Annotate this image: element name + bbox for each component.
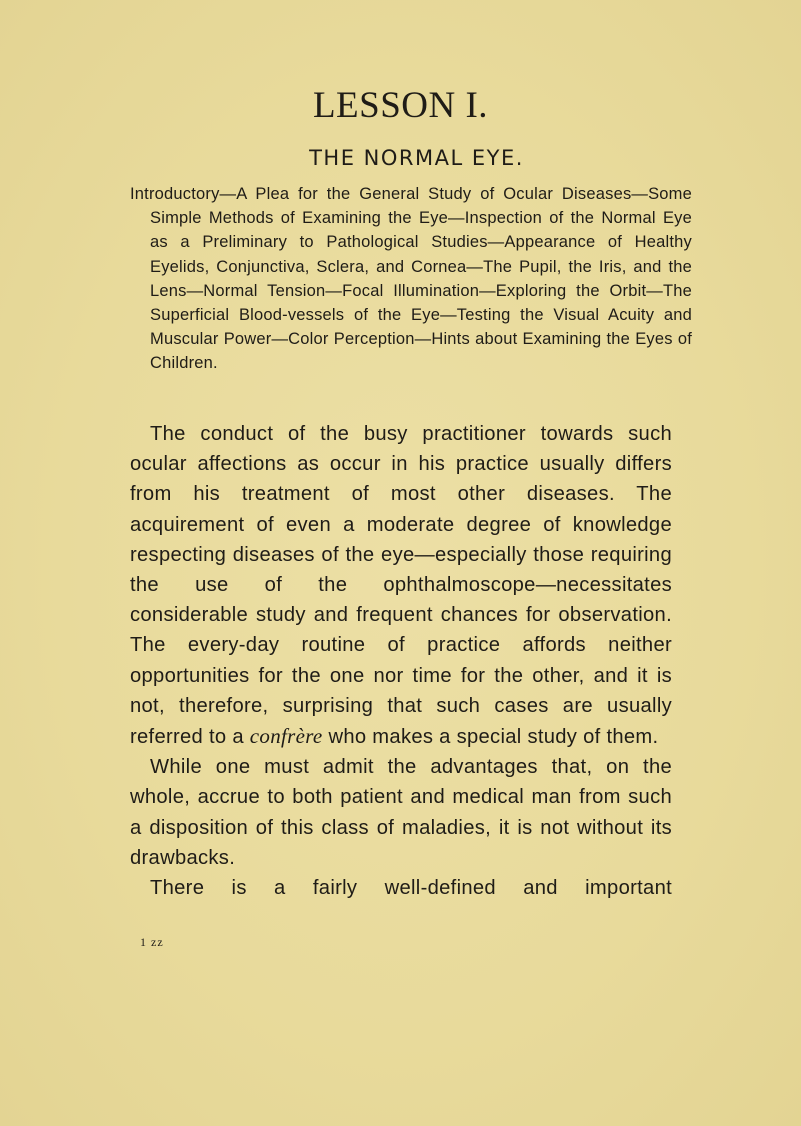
chapter-heading: THE NORMAL EYE. bbox=[309, 146, 524, 170]
paragraph-1 bbox=[130, 419, 672, 752]
signature-mark: 1 zz bbox=[140, 935, 164, 949]
italic-word-confrere: confrère bbox=[249, 724, 323, 749]
chapter-summary: Introductory—A Plea for the General Study of Ocular Diseases—Some Simple Methods of Examining the Eye—Inspection of the Normal Eye as a Preliminary to Pathological Studies—Appearance of Healthy Eyelids, Conjunctiva, Sclera, and Cornea—The Pupil, the Iris, and the Lens—Normal Tension—Focal Illumination—Exploring the Orbit—The Superficial Blood-vessels of the Eye—Testing the Visual Acuity and Muscular Power—Color Perception—Hints about Examining the Eyes of Children. bbox=[130, 185, 692, 373]
lesson-heading: LESSON I. bbox=[312, 85, 489, 126]
paragraph-3: There is a fairly well-defined and important bbox=[150, 877, 672, 900]
paragraph-1-text: The conduct of the busy practitioner towards such ocular affections as occur in his practice usually differs from his treatment of most other diseases. The acquirement of even a moderate degree of knowledge respecting diseases of the eye—especially those requiring the use of the ophthalmoscope—necessitates considerable study and frequent chances for observation. The every-day routine of practice affords neither opportunities for the one nor time for the other, and it is not, therefore, surprising that such cases are usually referred to a bbox=[130, 423, 672, 749]
main-text bbox=[130, 419, 672, 903]
paragraph-1-end: who makes a special study of them. bbox=[322, 726, 659, 749]
paragraph-2: While one must admit the advantages that, on the whole, accrue to both patient and medical man from such a disposition of this class of maladies, it is not without its drawbacks. bbox=[130, 756, 672, 869]
